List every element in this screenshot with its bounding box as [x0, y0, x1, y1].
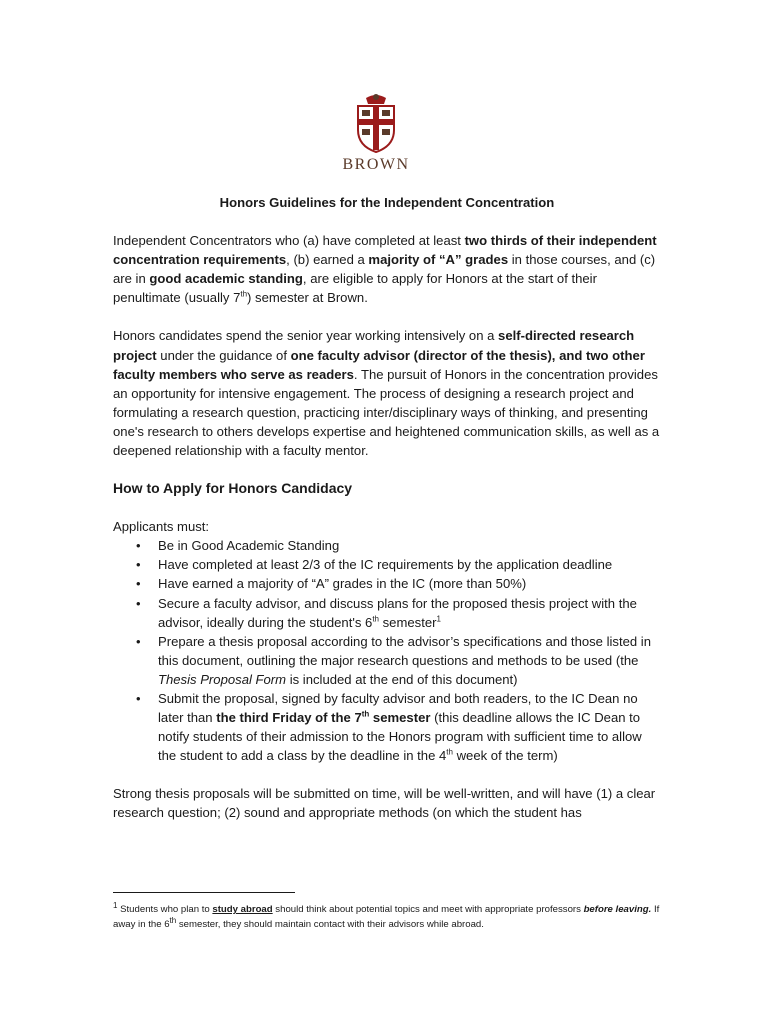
- text: , (b) earned a: [286, 252, 369, 268]
- bold-italic-text: before leaving.: [583, 904, 652, 915]
- footnote-divider: [113, 892, 295, 893]
- text: ) semester at Brown.: [247, 290, 368, 306]
- bold-text: one faculty advisor (director of the thesis), and two other faculty members who serve as readers: [113, 347, 645, 382]
- study-abroad-link[interactable]: study abroad: [212, 904, 273, 915]
- proposal-paragraph: Strong thesis proposals will be submitted on time, will be well-written, and will have (1) a clear research question; (2) sound and appropriate methods (on which the student has: [113, 786, 656, 821]
- list-item: [158, 689, 661, 765]
- brown-shield-icon: [352, 92, 400, 154]
- text: Have earned a majority of “A” grades in the IC (more than 50%): [158, 576, 527, 592]
- list-item: [158, 594, 661, 632]
- italic-text: Thesis Proposal Form: [158, 671, 287, 687]
- text: is included at the end of this document): [286, 671, 518, 687]
- footnote-number: 1: [113, 900, 118, 910]
- brown-logo: [340, 92, 412, 176]
- requirements-list: [113, 536, 661, 765]
- text: . The pursuit of Honors in the concentration provides an opportunity for intensive engagement. The process of designing a research project and formulating a research question, practicing inter/disciplinary ways of thinking, and presenting one's research to others develops expertise and heightened communication skills, as well as a deepened relationship with a faculty mentor.: [113, 366, 660, 459]
- text: If away in the 6: [113, 904, 660, 930]
- text: in those courses, and (c) are in: [113, 252, 656, 287]
- eligibility-paragraph: [113, 231, 661, 307]
- text: Have completed at least 2/3 of the IC requirements by the application deadline: [158, 557, 613, 573]
- list-item: [158, 555, 661, 574]
- document-body: [113, 193, 661, 842]
- superscript: th: [372, 614, 379, 624]
- logo-wordmark: BROWN: [342, 156, 410, 173]
- text: Prepare a thesis proposal according to the advisor’s specifications and those listed in this document, outlining the major research questions and methods to be used (the: [158, 633, 651, 668]
- bold-text: majority of “A” grades: [368, 252, 509, 268]
- text: Secure a faculty advisor, and discuss plans for the proposed thesis project with the advisor, ideally during the student's 6: [158, 595, 637, 630]
- section-heading: How to Apply for Honors Candidacy: [113, 480, 353, 497]
- text: semester: [379, 614, 437, 630]
- list-item: [158, 574, 661, 593]
- superscript: th: [169, 915, 177, 925]
- text: Honors candidates spend the senior year working intensively on a: [113, 328, 499, 344]
- footnote: [113, 902, 661, 932]
- superscript: th: [446, 747, 453, 757]
- text: should think about potential topics and meet with appropriate professors: [272, 904, 584, 915]
- bold-text: two thirds of their independent concentration requirements: [113, 233, 657, 268]
- list-item: [158, 536, 661, 555]
- bold-text: the third Friday of the 7: [216, 710, 362, 726]
- candidates-paragraph: [113, 326, 661, 460]
- text: Submit the proposal, signed by faculty advisor and both readers, to the IC Dean no later than: [158, 690, 638, 726]
- text: Be in Good Academic Standing: [158, 538, 340, 554]
- list-item: [158, 632, 661, 689]
- bold-text: good academic standing: [149, 271, 303, 287]
- applicants-intro: Applicants must:: [113, 519, 210, 535]
- text: (this deadline allows the IC Dean to notify students of their admission to the Honors program with sufficient time to allow the student to add a class by the deadline in the 4: [158, 710, 642, 764]
- superscript: th: [240, 290, 248, 300]
- text: semester, they should maintain contact with their advisors while abroad.: [176, 919, 484, 930]
- text: , are eligible to apply for Honors at the start of their penultimate (usually 7: [113, 271, 597, 306]
- bold-text: semester: [369, 710, 431, 726]
- text: Independent Concentrators who (a) have completed at least: [113, 233, 465, 249]
- text: under the guidance of: [156, 347, 291, 363]
- bold-text: self-directed research project: [113, 328, 635, 363]
- page-title: Honors Guidelines for the Independent Concentration: [219, 195, 555, 210]
- text: week of the term): [452, 748, 558, 764]
- superscript: th: [361, 709, 370, 719]
- text: Students who plan to: [117, 904, 213, 915]
- footnote-ref: 1: [436, 614, 441, 624]
